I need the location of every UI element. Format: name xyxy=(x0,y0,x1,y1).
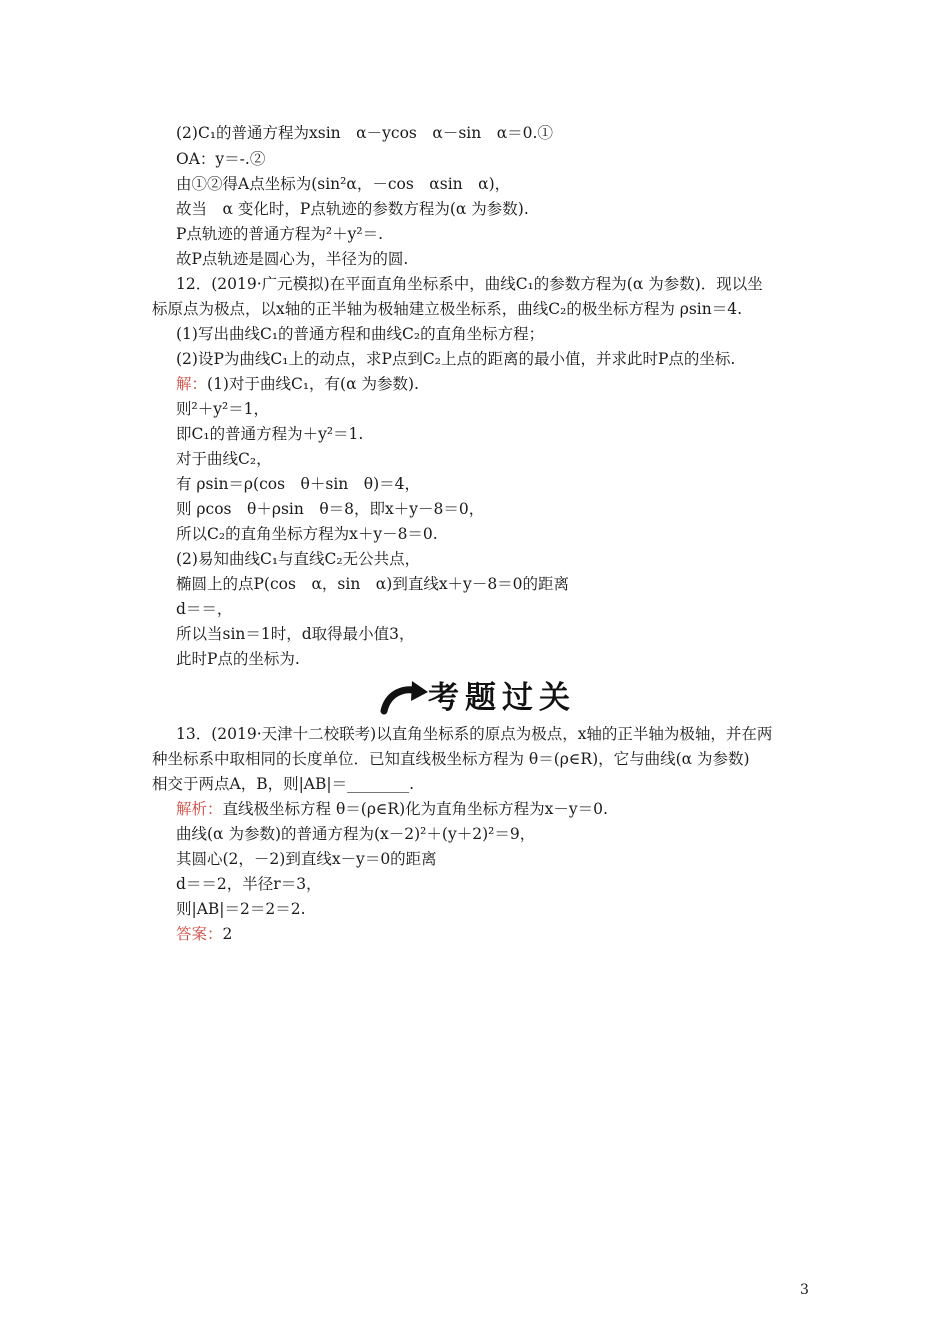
solution-line xyxy=(176,374,419,394)
text-line: 则 ρcos θ＋ρsin θ＝8，即x＋y－8＝0， xyxy=(176,500,485,518)
answer-line xyxy=(176,924,232,944)
text-line: 对于曲线C₂， xyxy=(176,450,272,468)
banner-title: 考题过关 xyxy=(428,680,576,716)
text-line: 则|AB|＝2＝2＝2. xyxy=(176,900,306,918)
text-line: (2)C₁的普通方程为xsin α－ycos α－sin α＝0.① xyxy=(176,124,553,142)
solution-text: (1)对于曲线C₁，有(α 为参数). xyxy=(207,375,419,393)
text-line: (1)写出曲线C₁的普通方程和曲线C₂的直角坐标方程； xyxy=(176,325,545,343)
analysis-text: 直线极坐标方程 θ＝(ρ∈R)化为直角坐标方程为x－y＝0. xyxy=(222,800,608,818)
text-line: 所以C₂的直角坐标方程为x＋y－8＝0. xyxy=(176,525,438,543)
text-line: 有 ρsin＝ρ(cos θ＋sin θ)＝4， xyxy=(176,475,421,493)
curved-arrow-icon xyxy=(378,679,430,717)
text-line: 曲线(α 为参数)的普通方程为(x－2)²＋(y＋2)²＝9， xyxy=(176,825,536,843)
analysis-line xyxy=(176,799,608,819)
text-line: 椭圆上的点P(cos α，sin α)到直线x＋y－8＝0的距离 xyxy=(176,575,570,593)
text-line: d＝＝2，半径r＝3， xyxy=(176,875,322,893)
text-line: 由①②得A点坐标为(sin²α，－cos αsin α)， xyxy=(176,175,511,193)
problem-13-line-2: 种坐标系中取相同的长度单位．已知直线极坐标方程为 θ＝(ρ∈R)，它与曲线(α 为参数) xyxy=(152,750,750,768)
text-line: 其圆心(2，－2)到直线x－y＝0的距离 xyxy=(176,850,437,868)
text-line: 则²＋y²＝1， xyxy=(176,400,270,418)
text-line: 即C₁的普通方程为＋y²＝1. xyxy=(176,425,364,443)
solution-label: 解： xyxy=(176,375,208,393)
text-line: P点轨迹的普通方程为²＋y²＝. xyxy=(176,225,384,243)
section-banner xyxy=(378,679,610,717)
text-line: 所以当sin＝1时，d取得最小值3， xyxy=(176,625,415,643)
text-line: 此时P点的坐标为. xyxy=(176,650,300,668)
text-line: 故P点轨迹是圆心为，半径为的圆. xyxy=(176,250,409,268)
analysis-label: 解析： xyxy=(176,800,223,818)
problem-13-line-3: 相交于两点A，B，则|AB|＝________. xyxy=(152,775,415,793)
page-number: 3 xyxy=(800,1282,809,1298)
answer-text: 2 xyxy=(222,925,233,943)
text-line: 故当 α 变化时，P点轨迹的参数方程为(α 为参数). xyxy=(176,200,529,218)
problem-13-line-1: 13．(2019·天津十二校联考)以直角坐标系的原点为极点，x轴的正半轴为极轴，并在两 xyxy=(176,725,773,743)
text-line: (2)设P为曲线C₁上的动点，求P点到C₂上点的距离的最小值，并求此时P点的坐标. xyxy=(176,350,736,368)
text-line: OA：y＝-.② xyxy=(176,150,266,168)
answer-label: 答案： xyxy=(176,925,223,943)
text-line: (2)易知曲线C₁与直线C₂无公共点， xyxy=(176,550,421,568)
text-line: d＝＝， xyxy=(176,600,233,618)
problem-12-line-1: 12．(2019·广元模拟)在平面直角坐标系中，曲线C₁的参数方程为(α 为参数)．现以坐 xyxy=(176,275,763,293)
problem-12-line-2: 标原点为极点，以x轴的正半轴为极轴建立极坐标系，曲线C₂的极坐标方程为 ρsin＝4. xyxy=(152,300,743,318)
